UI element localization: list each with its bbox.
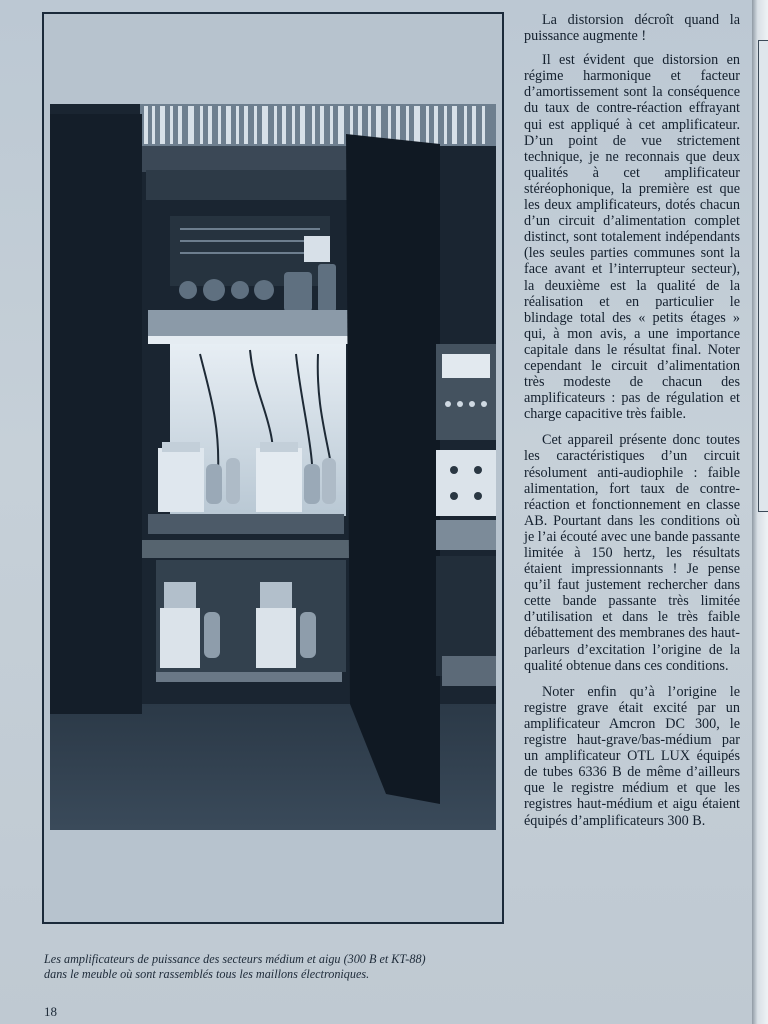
article-column <box>524 12 740 839</box>
caption-line: dans le meuble où sont rassemblés tous les maillons électroniques. <box>44 967 370 981</box>
body-paragraph: Cet appareil présente donc toutes les caractéristiques d’un circuit résolument anti-audiophile : faible alimentation, fort taux de contre-réaction et fonctionnement en classe AB. Pourtant dans les conditions où je l’ai écouté avec une bande passante limitée à 150 hertz, les résultats étaient impressionnants ! Je pense qu’il faut justement rechercher dans cette bande passante très limitée d’utilisation et dans le très faible débattement des membranes des haut-parleurs d’excitation l’origine de la qualité obtenue dans ces conditions. <box>524 432 740 674</box>
page-number: 18 <box>44 1004 57 1019</box>
amplifier-cabinet-photo <box>50 104 496 830</box>
figure-caption <box>44 952 514 982</box>
body-paragraph: Il est évident que distorsion en régime harmonique et facteur d’amortissement sont la conséquence du taux de contre-réaction effrayant qui est appliqué à cet amplificateur. D’un point de vue strictement technique, je ne reconnais que deux qualités à cet amplificateur stéréophonique, la première est que les deux amplificateurs, dotés chacun d’un circuit d’alimentation complet distinct, sont totalement indépendants (les seules parties communes sont la face avant et l’interrupteur secteur), la deuxième est la qualité de la réalisation et en particulier le blindage total des « petits étages » qui, à mon avis, a une importance capitale dans le résultat final. Noter cependant le circuit d’alimentation très modeste de chacun des amplificateurs : pas de régulation et charge capacitive très faible. <box>524 52 740 423</box>
record-shelf <box>140 104 496 146</box>
section-heading: La distorsion décroît quand la puissance augmente ! <box>524 12 740 45</box>
page-edge <box>752 0 768 1024</box>
body-paragraph: Noter enfin qu’à l’origine le registre grave était excité par un amplificateur Amcron DC 300, le registre haut-grave/bas-médium par un amplificateur OTL LUX équipés de tubes 6336 B de même d’ailleurs que le registre médium et que les registres haut-médium et aigu étaient équipés d’amplificateurs 300 B. <box>524 683 740 829</box>
page-fold-marker <box>758 40 768 512</box>
caption-line: Les amplificateurs de puissance des secteurs médium et aigu (300 B et KT-88) <box>44 952 426 966</box>
